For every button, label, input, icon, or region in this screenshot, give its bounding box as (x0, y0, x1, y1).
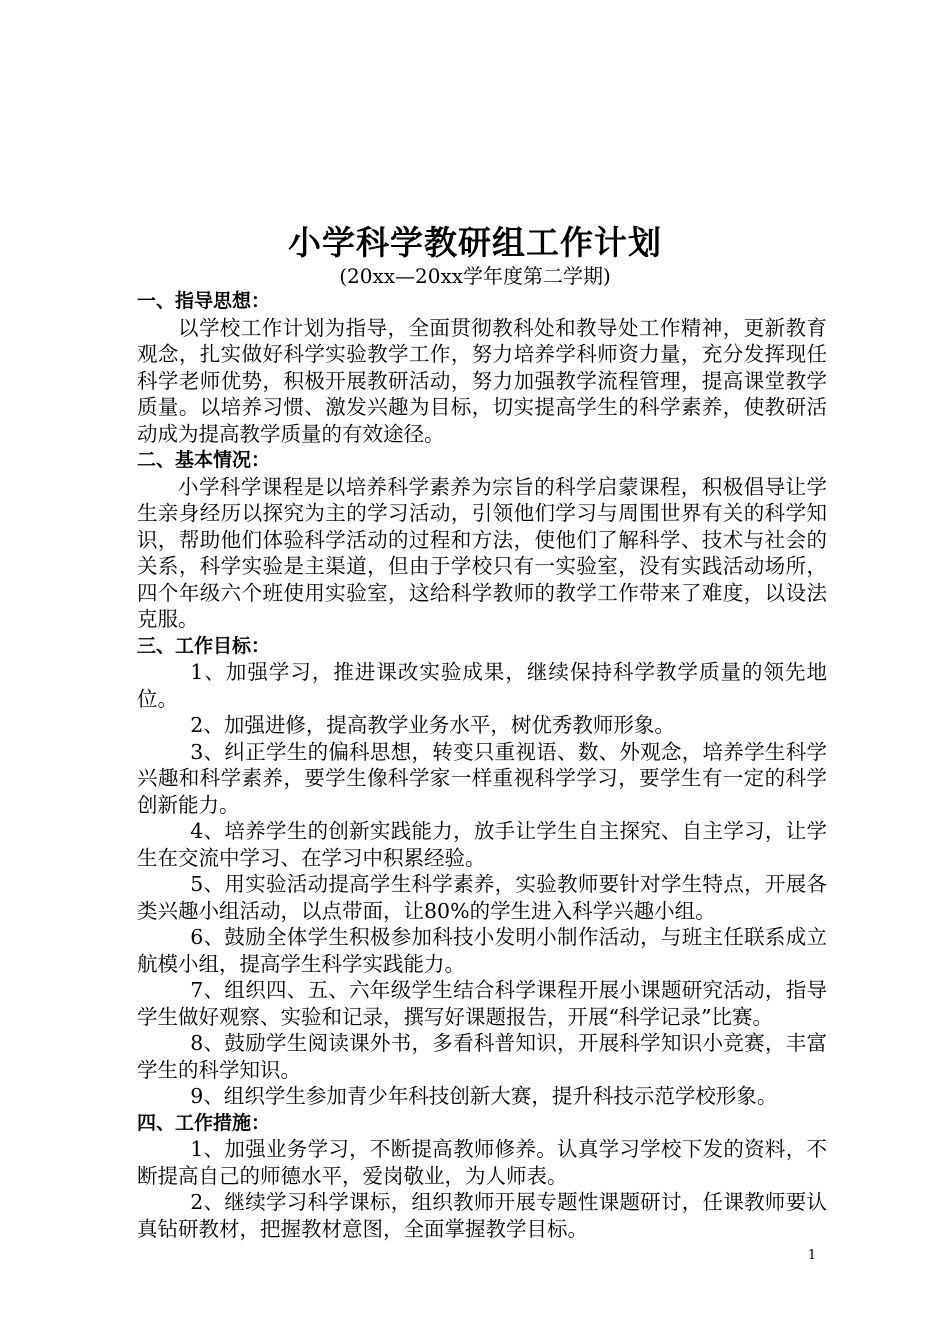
paragraph: 以学校工作计划为指导，全面贯彻教科处和教导处工作精神，更新教育观念，扎实做好科学实验教学工作，努力培养学科师资力量，充分发挥现任科学老师优势，积极开展教研活动，努力加强教学流程管理，提高课堂教学质量。以培养习惯、激发兴趣为目标，切实提高学生的科学素养，使教研活动成为提高教学质量的有效途径。 (137, 315, 827, 446)
document-body (137, 288, 827, 1242)
section-guiding-ideology (137, 288, 827, 447)
section-heading: 三、工作目标： (137, 634, 271, 657)
section-heading: 一、指导思想： (137, 290, 271, 312)
document-title: 小学科学教研组工作计划 (288, 223, 662, 263)
section-work-measures (137, 1110, 827, 1243)
list-item: 9、组织学生参加青少年科技创新大赛，提升科技示范学校形象。 (190, 1084, 778, 1108)
list-item: 3、纠正学生的偏科思想，转变只重视语、数、外观念，培养学生科学兴趣和科学素养，要学生像科学家一样重视科学学习，要学生有一定的科学创新能力。 (137, 739, 827, 817)
list-item: 4、培养学生的创新实践能力，放手让学生自主探究、自主学习，让学生在交流中学习、在学习中积累经验。 (137, 819, 827, 870)
section-basic-situation (137, 447, 827, 633)
list-item: 2、加强进修，提高教学业务水平，树优秀教师形象。 (190, 713, 675, 737)
page-number: 1 (807, 1248, 817, 1263)
list-item: 1、加强学习，推进课改实验成果，继续保持科学教学质量的领先地位。 (137, 660, 827, 711)
document-subtitle: (20xx—20xx学年度第二学期) (339, 264, 611, 288)
list-item: 6、鼓励全体学生积极参加科技小发明小制作活动，与班主任联系成立航模小组，提高学生科学实践能力。 (137, 925, 827, 976)
paragraph: 小学科学课程是以培养科学素养为宗旨的科学启蒙课程，积极倡导让学生亲身经历以探究为主的学习活动，引领他们学习与周围世界有关的科学知识，帮助他们体验科学活动的过程和方法，使他们了解科学、技术与社会的关系，科学实验是主渠道，但由于学校只有一实验室，没有实践活动场所，四个年级六个班使用实验室，这给科学教师的教学工作带来了难度，以设法克服。 (137, 474, 827, 631)
section-heading: 二、基本情况： (137, 449, 271, 471)
list-item: 8、鼓励学生阅读课外书，多看科普知识，开展科学知识小竞赛，丰富学生的科学知识。 (137, 1031, 827, 1082)
list-item: 5、用实验活动提高学生科学素养，实验教师要针对学生特点，开展各类兴趣小组活动，以点带面，让80%的学生进入科学兴趣小组。 (137, 872, 827, 923)
section-heading: 四、工作措施： (137, 1111, 271, 1134)
list-item: 1、加强业务学习，不断提高教师修养。认真学习学校下发的资料，不断提高自己的师德水平，爱岗敬业，为人师表。 (137, 1137, 827, 1188)
section-work-goals (137, 633, 827, 1110)
list-item: 2、继续学习科学课标，组织教师开展专题性课题研讨，任课教师要认真钻研教材，把握教材意图，全面掌握教学目标。 (137, 1190, 827, 1241)
list-item: 7、组织四、五、六年级学生结合科学课程开展小课题研究活动，指导学生做好观察、实验和记录，撰写好课题报告，开展“科学记录”比赛。 (137, 978, 827, 1029)
